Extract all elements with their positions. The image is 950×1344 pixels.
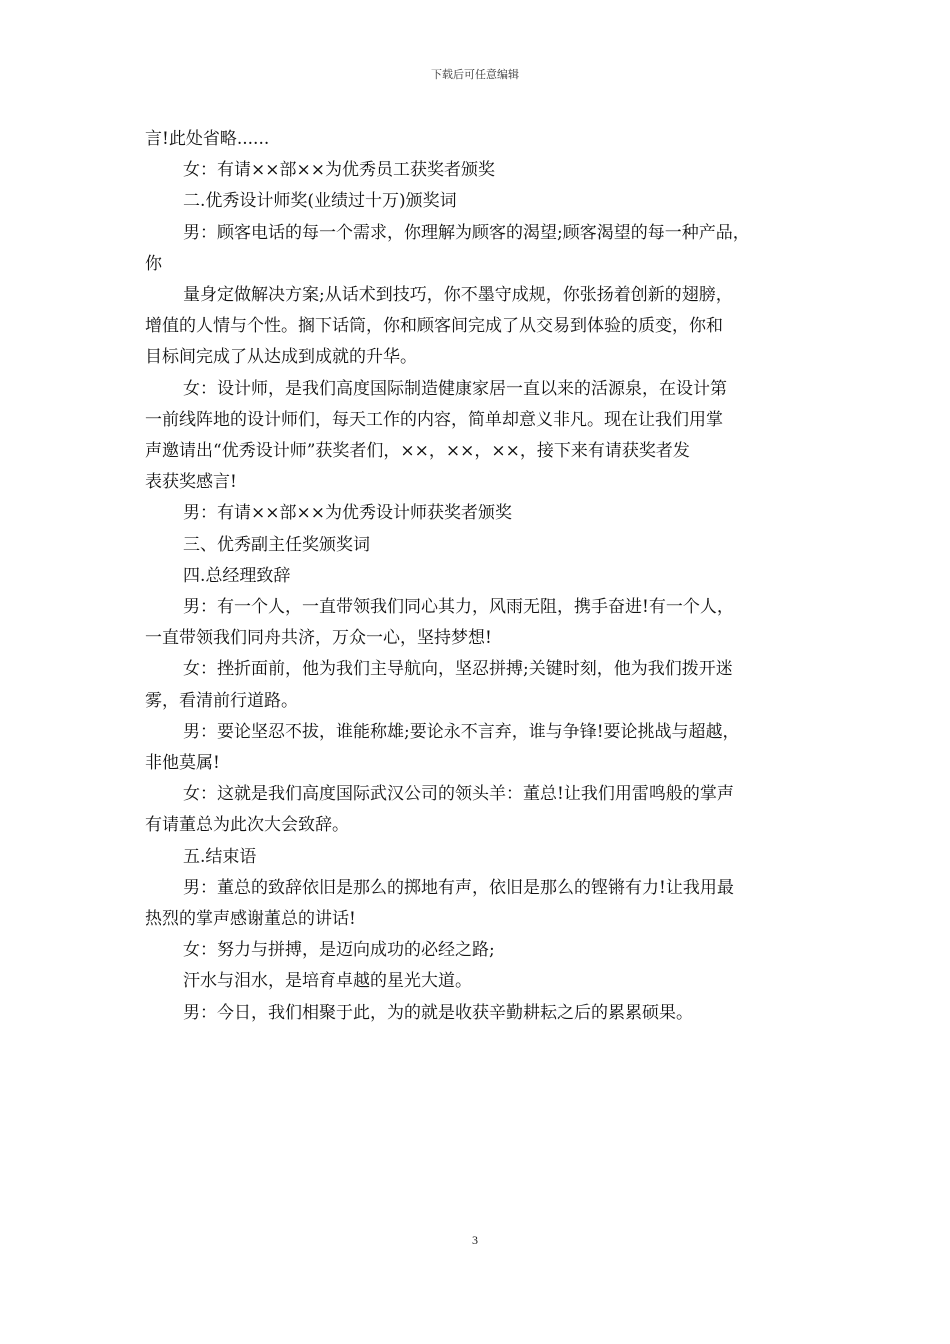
text-line: 一前线阵地的设计师们，每天工作的内容，简单却意义非凡。现在让我们用掌 bbox=[145, 409, 723, 430]
text-line: 四.总经理致辞 bbox=[183, 565, 291, 586]
page-number: 3 bbox=[472, 1233, 478, 1247]
text-line: 目标间完成了从达成到成就的升华。 bbox=[145, 347, 417, 368]
text-line: 言!此处省略...... bbox=[145, 129, 270, 149]
text-line: 量身定做解决方案;从话术到技巧，你不墨守成规，你张扬着创新的翅膀， bbox=[183, 285, 733, 306]
page-header: 下载后可任意编辑 bbox=[431, 68, 519, 81]
document-body bbox=[145, 124, 815, 1029]
text-line: 男：要论坚忍不拔，谁能称雄;要论永不言弃，谁与争锋!要论挑战与超越， bbox=[183, 721, 740, 742]
text-line: 雾，看清前行道路。 bbox=[145, 690, 298, 711]
text-line: 二.优秀设计师奖(业绩过十万)颁奖词 bbox=[183, 191, 457, 212]
text-line: 有请董总为此次大会致辞。 bbox=[145, 815, 349, 836]
text-line: 增值的人情与个性。搁下话筒，你和顾客间完成了从交易到体验的质变，你和 bbox=[145, 316, 723, 337]
text-line: 五.结束语 bbox=[183, 846, 257, 867]
text-line: 男：董总的致辞依旧是那么的掷地有声，依旧是那么的铿锵有力!让我用最 bbox=[183, 877, 734, 898]
text-line: 热烈的掌声感谢董总的讲话! bbox=[145, 909, 356, 930]
text-line: 女：这就是我们高度国际武汉公司的领头羊：董总!让我们用雷鸣般的掌声 bbox=[183, 784, 734, 805]
text-line: 男：有一个人，一直带领我们同心其力，风雨无阻，携手奋进!有一个人， bbox=[183, 597, 734, 618]
text-line: 表获奖感言! bbox=[145, 472, 237, 493]
text-line: 女：设计师，是我们高度国际制造健康家居一直以来的活源泉，在设计第 bbox=[183, 378, 727, 399]
text-line: 男：今日，我们相聚于此，为的就是收获辛勤耕耘之后的累累硕果。 bbox=[183, 1002, 693, 1023]
text-line: 非他莫属! bbox=[145, 753, 220, 774]
text-line: 男：顾客电话的每一个需求，你理解为顾客的渴望;顾客渴望的每一种产品， bbox=[183, 222, 750, 243]
text-line: 三、优秀副主任奖颁奖词 bbox=[183, 534, 370, 555]
text-line: 女：努力与拼搏，是迈向成功的必经之路; bbox=[183, 940, 495, 961]
text-line: 声邀请出“优秀设计师”获奖者们，××，××，××，接下来有请获奖者发 bbox=[145, 441, 690, 462]
text-line: 汗水与泪水，是培育卓越的星光大道。 bbox=[183, 971, 472, 992]
text-line: 一直带领我们同舟共济，万众一心，坚持梦想! bbox=[145, 628, 492, 649]
text-line: 男：有请××部××为优秀设计师获奖者颁奖 bbox=[183, 503, 512, 524]
text-line: 你 bbox=[145, 253, 162, 274]
text-line: 女：有请××部××为优秀员工获奖者颁奖 bbox=[183, 160, 495, 181]
text-line: 女：挫折面前，他为我们主导航向，坚忍拼搏;关键时刻，他为我们拨开迷 bbox=[183, 659, 733, 680]
